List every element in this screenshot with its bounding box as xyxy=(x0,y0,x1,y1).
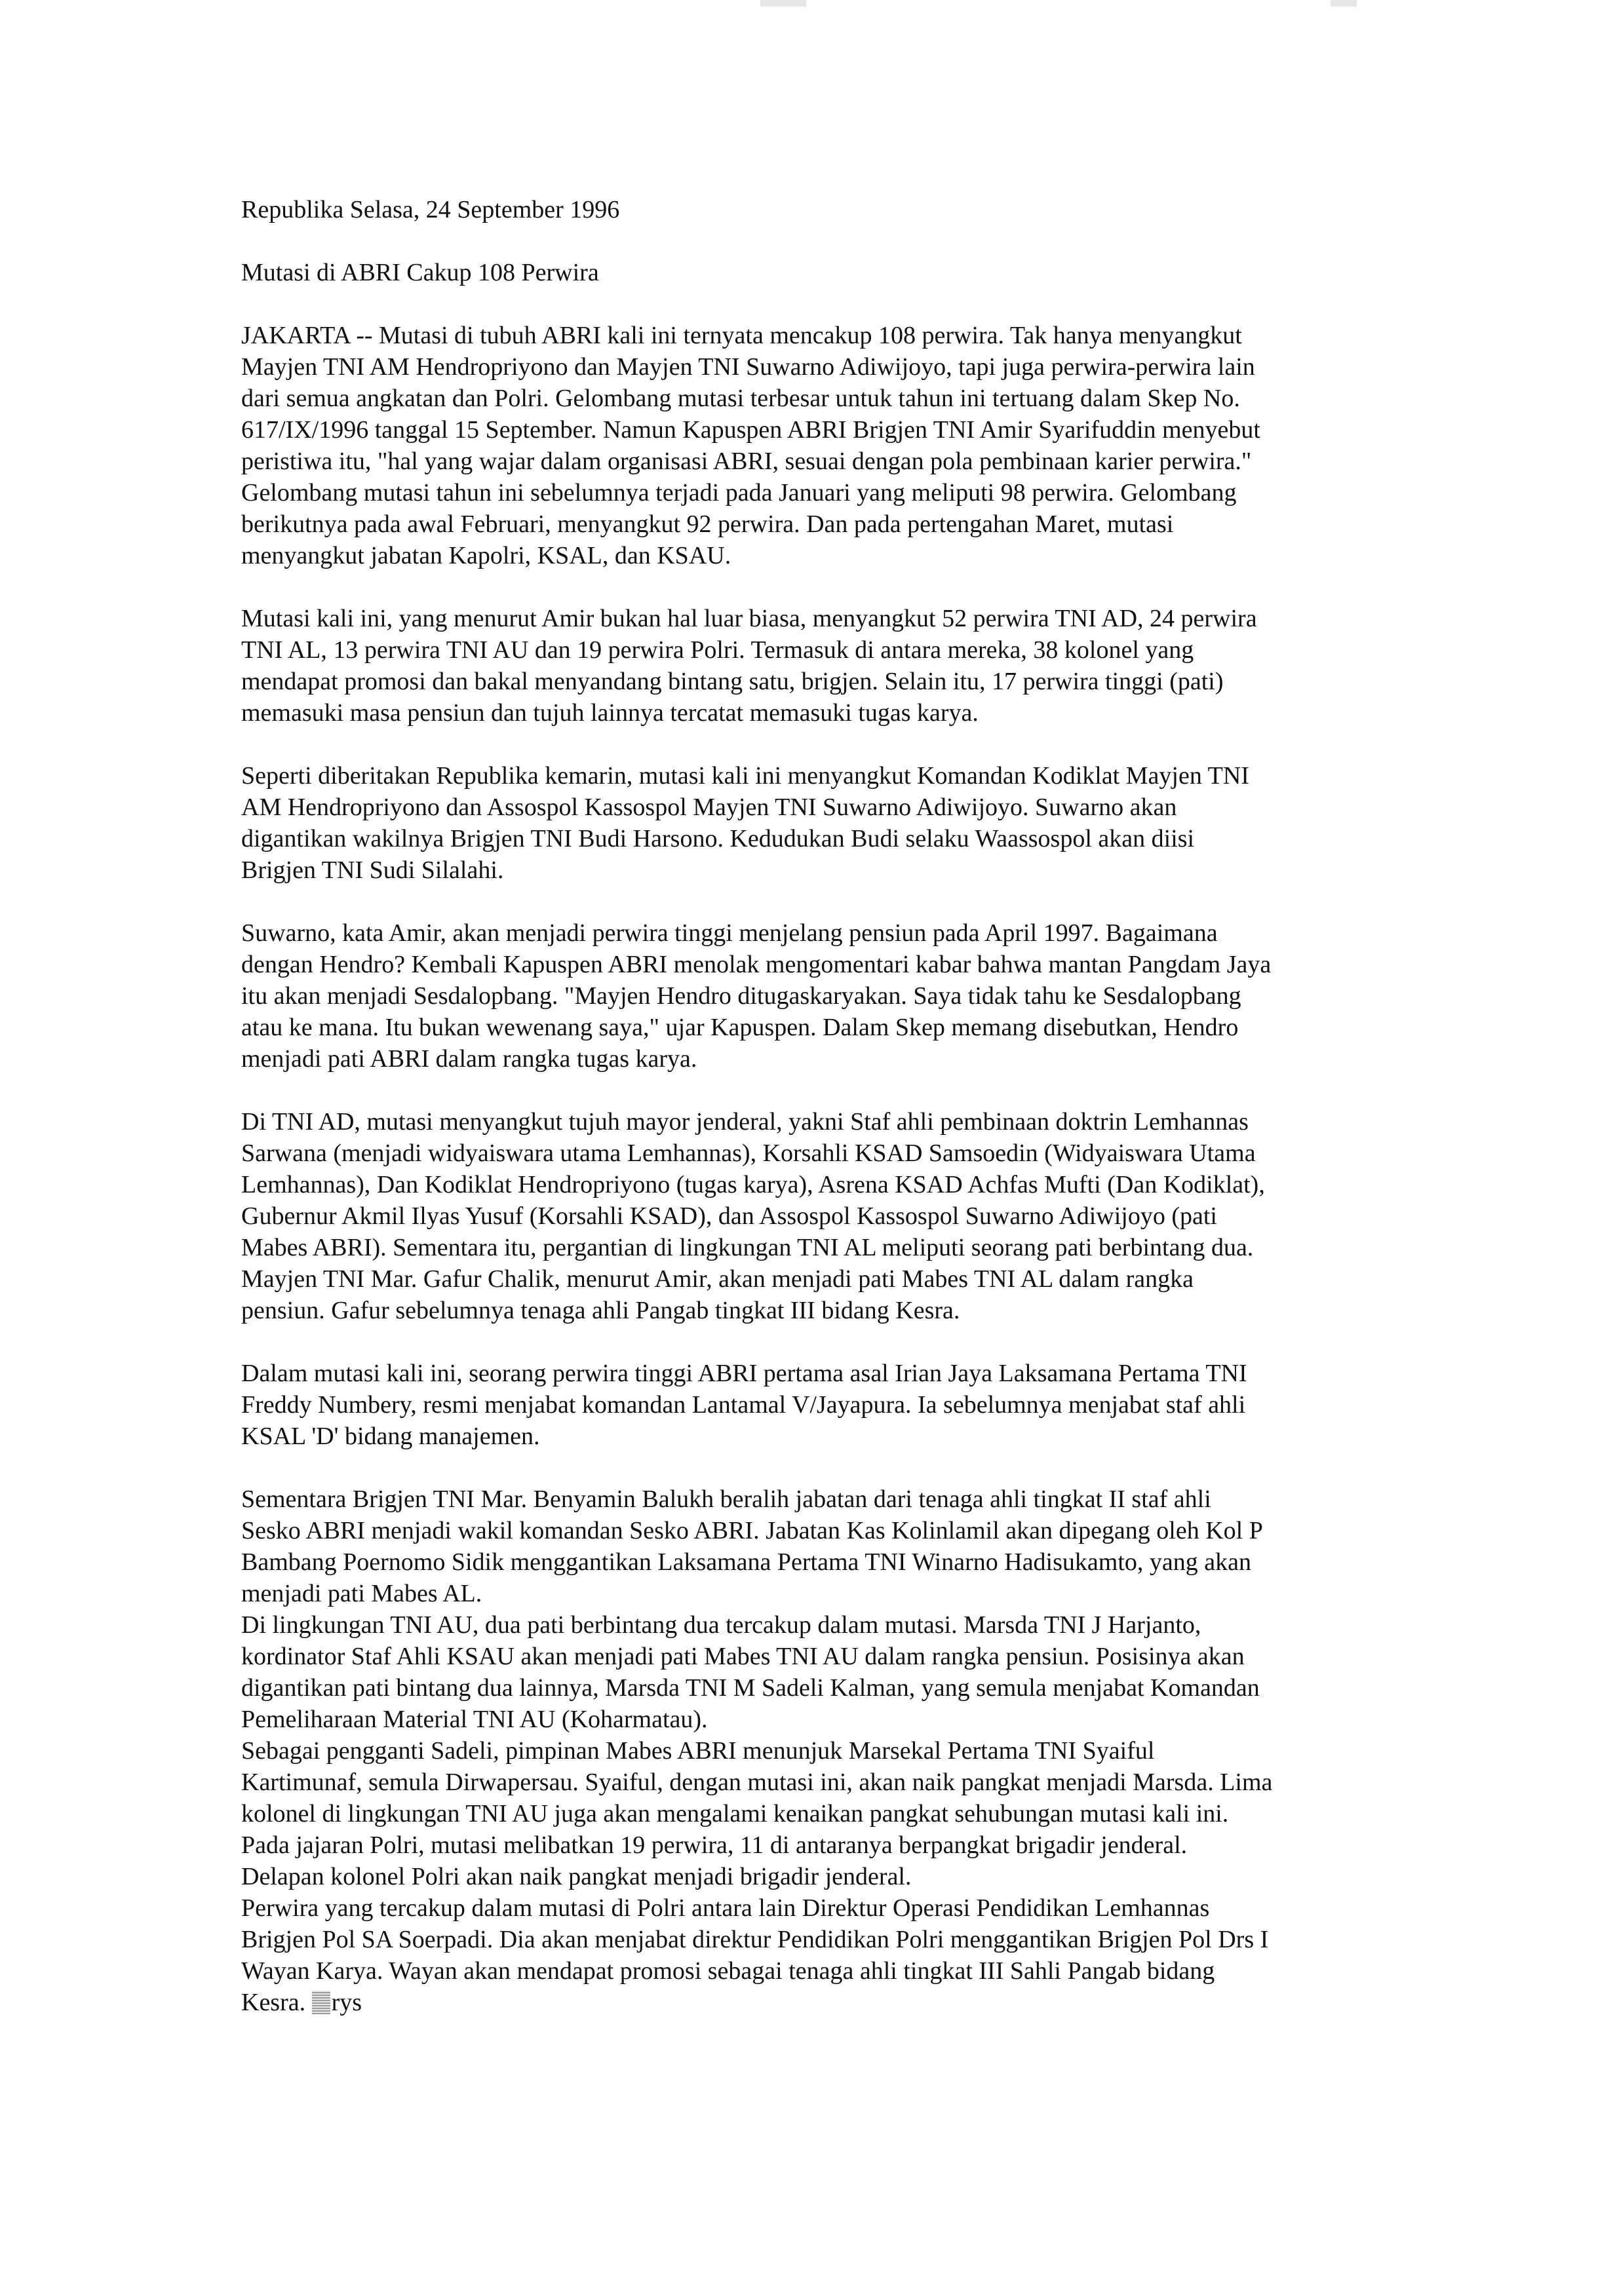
text-line: Freddy Numbery, resmi menjabat komandan Lantamal V/Jayapura. Ia sebelumnya menjabat staf ahli xyxy=(241,1391,1246,1419)
text-line: Gelombang mutasi tahun ini sebelumnya terjadi pada Januari yang meliputi 98 perwira. Gelombang xyxy=(241,479,1237,507)
text-line: Dalam mutasi kali ini, seorang perwira tinggi ABRI pertama asal Irian Jaya Laksamana Pertama TNI xyxy=(241,1360,1247,1387)
text-line: Seperti diberitakan Republika kemarin, mutasi kali ini menyangkut Komandan Kodiklat Mayjen TNI xyxy=(241,762,1249,790)
text-line: Sebagai pengganti Sadeli, pimpinan Mabes ABRI menunjuk Marsekal Pertama TNI Syaiful xyxy=(241,1737,1155,1765)
text-line: Lemhannas), Dan Kodiklat Hendropriyono (tugas karya), Asrena KSAD Achfas Mufti (Dan Kodiklat), xyxy=(241,1171,1265,1198)
text-line: Pada jajaran Polri, mutasi melibatkan 19 perwira, 11 di antaranya berpangkat brigadir jenderal. xyxy=(241,1831,1188,1859)
paragraph xyxy=(241,1106,1408,1326)
text-line: digantikan pati bintang dua lainnya, Marsda TNI M Sadeli Kalman, yang semula menjabat Komandan xyxy=(241,1674,1260,1702)
article-title: Mutasi di ABRI Cakup 108 Perwira xyxy=(241,259,599,286)
text-line: atau ke mana. Itu bukan wewenang saya," ujar Kapuspen. Dalam Skep memang disebutkan, Hendro xyxy=(241,1014,1239,1041)
text-line: Suwarno, kata Amir, akan menjadi perwira tinggi menjelang pensiun pada April 1997. Bagaimana xyxy=(241,919,1218,947)
paragraph xyxy=(241,1829,1408,1892)
text-line: 617/IX/1996 tanggal 15 September. Namun Kapuspen ABRI Brigjen TNI Amir Syarifuddin menyebut xyxy=(241,416,1260,444)
text-line: Di lingkungan TNI AU, dua pati berbintang dua tercakup dalam mutasi. Marsda TNI J Harjanto, xyxy=(241,1611,1201,1639)
publication-header: Republika Selasa, 24 September 1996 xyxy=(241,196,620,223)
text-line: Mayjen TNI Mar. Gafur Chalik, menurut Amir, akan menjadi pati Mabes TNI AL dalam rangka xyxy=(241,1265,1194,1293)
text-line: Mutasi kali ini, yang menurut Amir bukan hal luar biasa, menyangkut 52 perwira TNI AD, 24 perwira xyxy=(241,605,1257,632)
text-line: Gubernur Akmil Ilyas Yusuf (Korsahli KSAD), dan Assospol Kassospol Suwarno Adiwijoyo (pati xyxy=(241,1202,1217,1230)
text-line: Wayan Karya. Wayan akan mendapat promosi sebagai tenaga ahli tingkat III Sahli Pangab bidang xyxy=(241,1957,1215,1985)
text-line: menyangkut jabatan Kapolri, KSAL, dan KSAU. xyxy=(241,542,731,569)
text-line: Delapan kolonel Polri akan naik pangkat menjadi brigadir jenderal. xyxy=(241,1863,912,1890)
paragraph xyxy=(241,760,1408,886)
text-line: Di TNI AD, mutasi menyangkut tujuh mayor jenderal, yakni Staf ahli pembinaan doktrin Lemhannas xyxy=(241,1108,1249,1136)
paragraph xyxy=(241,1609,1408,1735)
scan-artifact xyxy=(760,0,806,7)
text-line: Brigjen Pol SA Soerpadi. Dia akan menjabat direktur Pendidikan Polri menggantikan Brigjen Pol Drs I xyxy=(241,1926,1269,1953)
text-line: KSAL 'D' bidang manajemen. xyxy=(241,1423,540,1450)
text-line: mendapat promosi dan bakal menyandang bintang satu, brigjen. Selain itu, 17 perwira tinggi (pati) xyxy=(241,668,1224,695)
text-line: Sarwana (menjadi widyaiswara utama Lemhannas), Korsahli KSAD Samsoedin (Widyaiswara Utama xyxy=(241,1139,1256,1167)
text-line: Sesko ABRI menjadi wakil komandan Sesko ABRI. Jabatan Kas Kolinlamil akan dipegang oleh Kol P xyxy=(241,1517,1263,1544)
paragraph xyxy=(241,1483,1408,1609)
text-line: Sementara Brigjen TNI Mar. Benyamin Balukh beralih jabatan dari tenaga ahli tingkat II staf ahli xyxy=(241,1485,1211,1513)
scan-artifact xyxy=(1331,0,1357,7)
text-line: Perwira yang tercakup dalam mutasi di Polri antara lain Direktur Operasi Pendidikan Lemhannas xyxy=(241,1894,1210,1922)
paragraph xyxy=(241,1735,1408,1829)
paragraph xyxy=(241,603,1408,729)
text-line: Kartimunaf, semula Dirwapersau. Syaiful, dengan mutasi ini, akan naik pangkat menjadi Marsda. Lima xyxy=(241,1769,1273,1796)
paragraph xyxy=(241,320,1408,571)
text-line: TNI AL, 13 perwira TNI AU dan 19 perwira Polri. Termasuk di antara mereka, 38 kolonel yang xyxy=(241,636,1194,664)
paragraph xyxy=(241,1358,1408,1452)
text-line: Mabes ABRI). Sementara itu, pergantian di lingkungan TNI AL meliputi seorang pati berbintang dua. xyxy=(241,1234,1254,1261)
text-line: itu akan menjadi Sesdalopbang. "Mayjen Hendro ditugaskaryakan. Saya tidak tahu ke Sesdalopbang xyxy=(241,982,1241,1010)
text-line: dengan Hendro? Kembali Kapuspen ABRI menolak mengomentari kabar bahwa mantan Pangdam Jaya xyxy=(241,951,1272,978)
ink-smudge xyxy=(312,1991,330,2014)
text-line: Mayjen TNI AM Hendropriyono dan Mayjen TNI Suwarno Adiwijoyo, tapi juga perwira-perwira lain xyxy=(241,353,1255,381)
text-line: menjadi pati Mabes AL. xyxy=(241,1580,482,1607)
text-line: AM Hendropriyono dan Assospol Kassospol Mayjen TNI Suwarno Adiwijoyo. Suwarno akan xyxy=(241,794,1177,821)
author-initials: rys xyxy=(331,1989,362,2016)
text-line: berikutnya pada awal Februari, menyangkut 92 perwira. Dan pada pertengahan Maret, mutasi xyxy=(241,510,1174,538)
text-line: Pemeliharaan Material TNI AU (Koharmatau). xyxy=(241,1706,708,1733)
text-line: Bambang Poernomo Sidik menggantikan Laksamana Pertama TNI Winarno Hadisukamto, yang akan xyxy=(241,1548,1251,1576)
text-line: kolonel di lingkungan TNI AU juga akan mengalami kenaikan pangkat sehubungan mutasi kali ini. xyxy=(241,1800,1229,1827)
text-line: pensiun. Gafur sebelumnya tenaga ahli Pangab tingkat III bidang Kesra. xyxy=(241,1297,960,1324)
closing-line xyxy=(241,1987,1408,2018)
text-line: memasuki masa pensiun dan tujuh lainnya tercatat memasuki tugas karya. xyxy=(241,699,979,727)
text-line: Brigjen TNI Sudi Silalahi. xyxy=(241,856,504,884)
closing-text: Kesra. xyxy=(241,1989,306,2016)
text-line: digantikan wakilnya Brigjen TNI Budi Harsono. Kedudukan Budi selaku Waassospol akan diisi xyxy=(241,825,1195,852)
text-line: kordinator Staf Ahli KSAU akan menjadi pati Mabes TNI AU dalam rangka pensiun. Posisinya akan xyxy=(241,1643,1245,1670)
article-body xyxy=(241,189,1408,2018)
text-line: dari semua angkatan dan Polri. Gelombang mutasi terbesar untuk tahun ini tertuang dalam Skep No. xyxy=(241,385,1240,412)
text-line: peristiwa itu, "hal yang wajar dalam organisasi ABRI, sesuai dengan pola pembinaan karier perwira." xyxy=(241,448,1252,475)
paragraph xyxy=(241,1892,1408,2018)
paragraph xyxy=(241,917,1408,1075)
text-line: menjadi pati ABRI dalam rangka tugas karya. xyxy=(241,1045,697,1073)
text-line: JAKARTA -- Mutasi di tubuh ABRI kali ini ternyata mencakup 108 perwira. Tak hanya menyangkut xyxy=(241,322,1242,349)
